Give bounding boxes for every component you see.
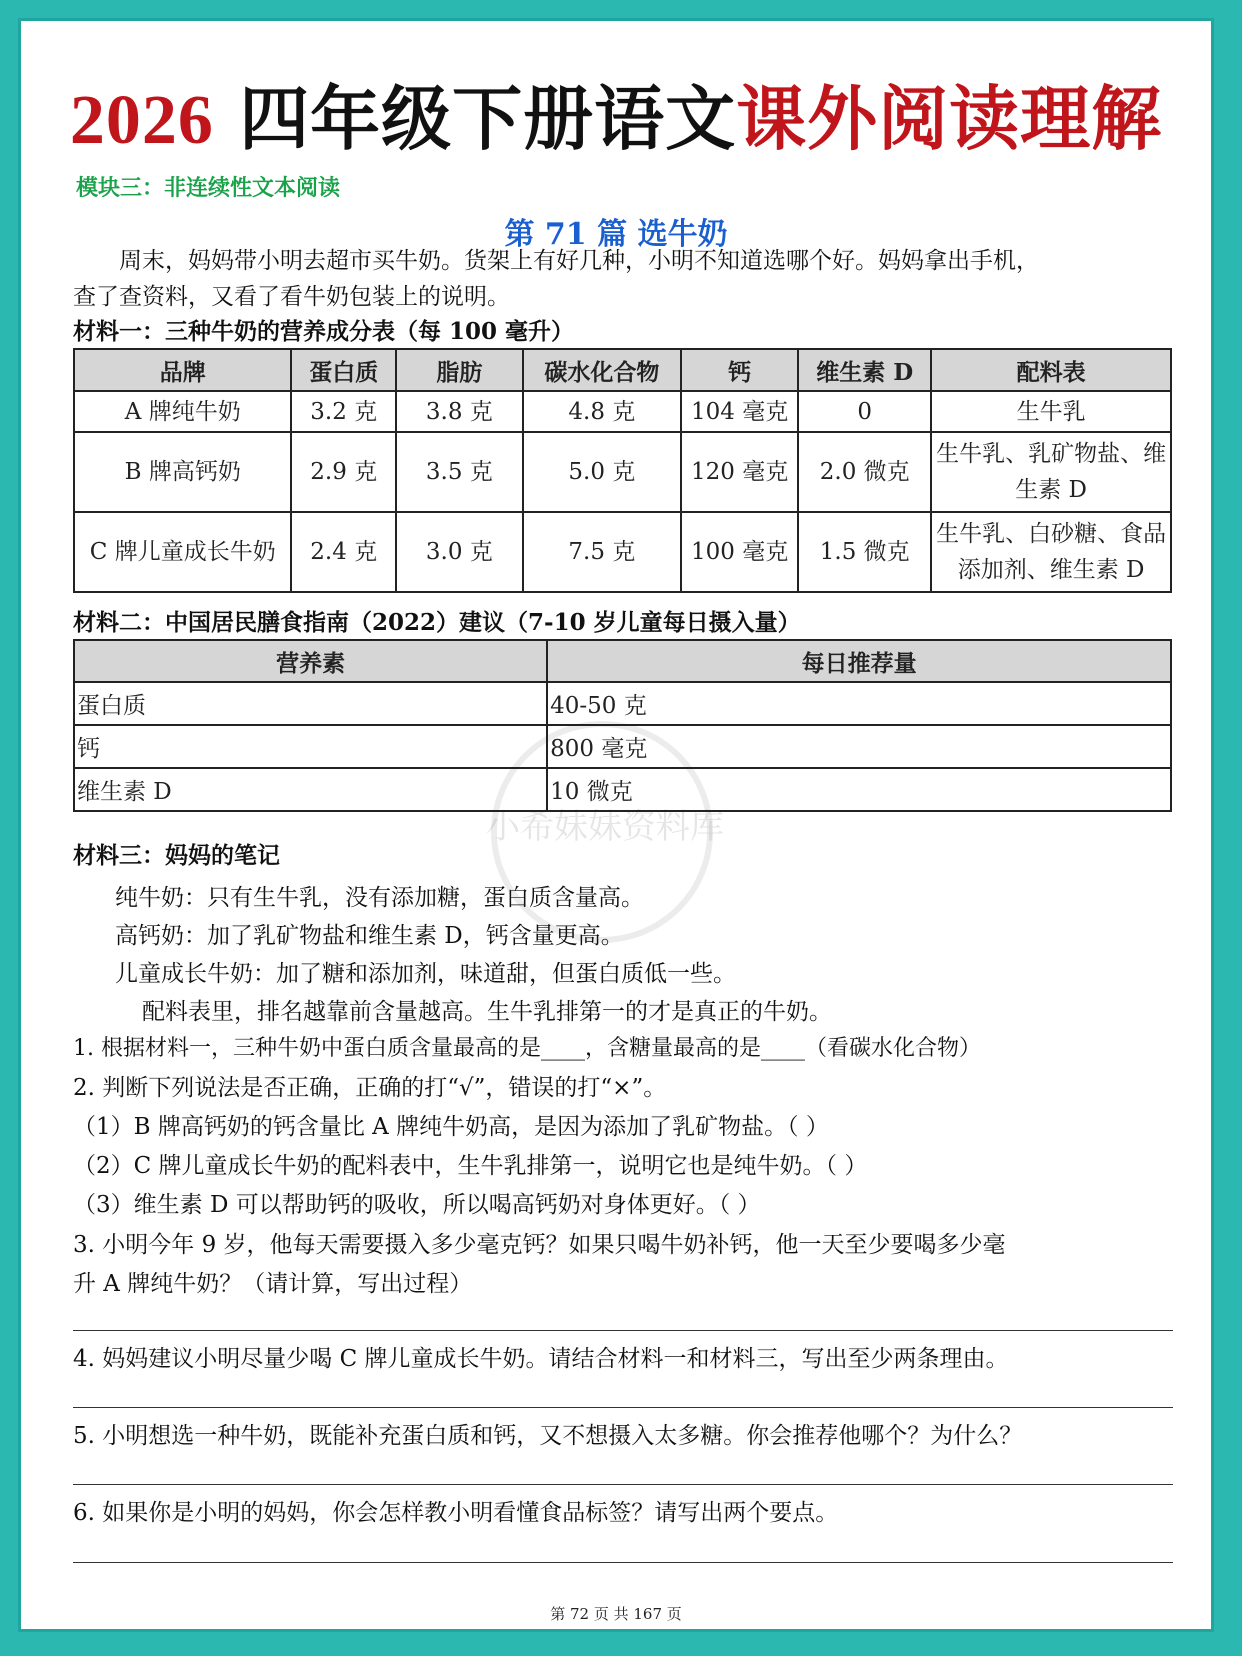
intro-line-2: 查了查资料，又看了看牛奶包装上的说明。 (73, 284, 510, 310)
table-cell: 3.2 克 (291, 391, 396, 432)
table-cell: 生牛乳、乳矿物盐、维生素 D (931, 432, 1171, 512)
table-cell: 2.9 克 (291, 432, 396, 512)
col-header: 碳水化合物 (523, 349, 681, 391)
intro-line-1: 周末，妈妈带小明去超市买牛奶。货架上有好几种，小明不知道选哪个好。妈妈拿出手机， (119, 248, 1039, 274)
question-1: 1. 根据材料一，三种牛奶中蛋白质含量最高的是____，含糖量最高的是____（看碳水化合物） (73, 1036, 981, 1061)
col-header: 维生素 D (798, 349, 931, 391)
table-cell: 120 毫克 (681, 432, 798, 512)
module-label: 模块三：非连续性文本阅读 (76, 175, 341, 201)
table-row (74, 768, 1171, 811)
note-line: 配料表里，排名越靠前含量越高。生牛乳排第一的才是真正的牛奶。 (142, 999, 832, 1025)
table-row (74, 725, 1171, 768)
table-cell: 4.8 克 (523, 391, 681, 432)
question-2-item: （1）B 牌高钙奶的钙含量比 A 牌纯牛奶高，是因为添加了乳矿物盐。（ ） (73, 1114, 829, 1140)
col-header: 钙 (681, 349, 798, 391)
question-2: 2. 判断下列说法是否正确，正确的打“√”，错误的打“×”。 (73, 1075, 667, 1101)
col-header: 蛋白质 (291, 349, 396, 391)
question-5: 5. 小明想选一种牛奶，既能补充蛋白质和钙，又不想摄入太多糖。你会推荐他哪个？为什么？ (73, 1423, 1023, 1449)
table-cell: 生牛乳 (931, 391, 1171, 432)
answer-line[interactable] (73, 1562, 1173, 1563)
title-red: 课外阅读理解 (736, 78, 1163, 160)
table-cell: 2.0 微克 (798, 432, 931, 512)
page-title (21, 79, 1211, 161)
table-cell: 3.8 克 (396, 391, 523, 432)
table-cell: 蛋白质 (74, 682, 547, 725)
col-header: 脂肪 (396, 349, 523, 391)
dietary-guideline-table (73, 639, 1172, 812)
table-row (74, 512, 1171, 592)
table-cell: B 牌高钙奶 (74, 432, 291, 512)
col-header: 配料表 (931, 349, 1171, 391)
table-header-row (74, 640, 1171, 682)
question-2-item: （3）维生素 D 可以帮助钙的吸收，所以喝高钙奶对身体更好。（ ） (73, 1192, 761, 1218)
table-cell: 5.0 克 (523, 432, 681, 512)
answer-line[interactable] (73, 1484, 1173, 1485)
table-cell: 10 微克 (547, 768, 1171, 811)
table-row (74, 391, 1171, 432)
table-cell: 维生素 D (74, 768, 547, 811)
col-header: 每日推荐量 (547, 640, 1171, 682)
question-3: 3. 小明今年 9 岁，他每天需要摄入多少毫克钙？如果只喝牛奶补钙，他一天至少要喝多少毫 (73, 1232, 1006, 1258)
note-line: 高钙奶：加了乳矿物盐和维生素 D，钙含量更高。 (115, 923, 624, 949)
table-cell: 2.4 克 (291, 512, 396, 592)
question-6: 6. 如果你是小明的妈妈，你会怎样教小明看懂食品标签？请写出两个要点。 (73, 1500, 839, 1526)
table-cell: 0 (798, 391, 931, 432)
article-title: 第 71 篇 选牛奶 (504, 217, 728, 252)
material1-heading: 材料一：三种牛奶的营养成分表（每 100 毫升） (73, 318, 575, 345)
table-cell: A 牌纯牛奶 (74, 391, 291, 432)
note-line: 纯牛奶：只有生牛乳，没有添加糖，蛋白质含量高。 (115, 885, 644, 911)
table-cell: 钙 (74, 725, 547, 768)
material3-heading: 材料三：妈妈的笔记 (73, 842, 280, 869)
nutrition-table (73, 348, 1172, 593)
table-cell: 3.5 克 (396, 432, 523, 512)
material2-heading: 材料二：中国居民膳食指南（2022）建议（7-10 岁儿童每日摄入量） (73, 609, 801, 636)
answer-line[interactable] (73, 1330, 1173, 1331)
table-cell: C 牌儿童成长牛奶 (74, 512, 291, 592)
table-cell: 3.0 克 (396, 512, 523, 592)
watermark-text: 小希妹妹资料库 (486, 807, 724, 847)
answer-line[interactable] (73, 1407, 1173, 1408)
page-number: 第 72 页 共 167 页 (550, 1605, 682, 1623)
title-black: 四年级下册语文 (239, 78, 737, 160)
table-cell: 40-50 克 (547, 682, 1171, 725)
table-row (74, 432, 1171, 512)
col-header: 营养素 (74, 640, 547, 682)
title-year: 2026 (69, 82, 214, 159)
table-cell: 1.5 微克 (798, 512, 931, 592)
table-row (74, 682, 1171, 725)
question-2-item: （2）C 牌儿童成长牛奶的配料表中，生牛乳排第一，说明它也是纯牛奶。（ ） (73, 1153, 868, 1179)
worksheet-page (18, 18, 1214, 1632)
question-4: 4. 妈妈建议小明尽量少喝 C 牌儿童成长牛奶。请结合材料一和材料三，写出至少两条理由。 (73, 1346, 1009, 1372)
table-cell: 100 毫克 (681, 512, 798, 592)
table-cell: 800 毫克 (547, 725, 1171, 768)
table-cell: 7.5 克 (523, 512, 681, 592)
table-header-row (74, 349, 1171, 391)
table-cell: 生牛乳、白砂糖、食品添加剂、维生素 D (931, 512, 1171, 592)
question-3-cont: 升 A 牌纯牛奶？（请计算，写出过程） (73, 1271, 473, 1297)
table-cell: 104 毫克 (681, 391, 798, 432)
note-line: 儿童成长牛奶：加了糖和添加剂，味道甜，但蛋白质低一些。 (115, 961, 736, 987)
col-header: 品牌 (74, 349, 291, 391)
